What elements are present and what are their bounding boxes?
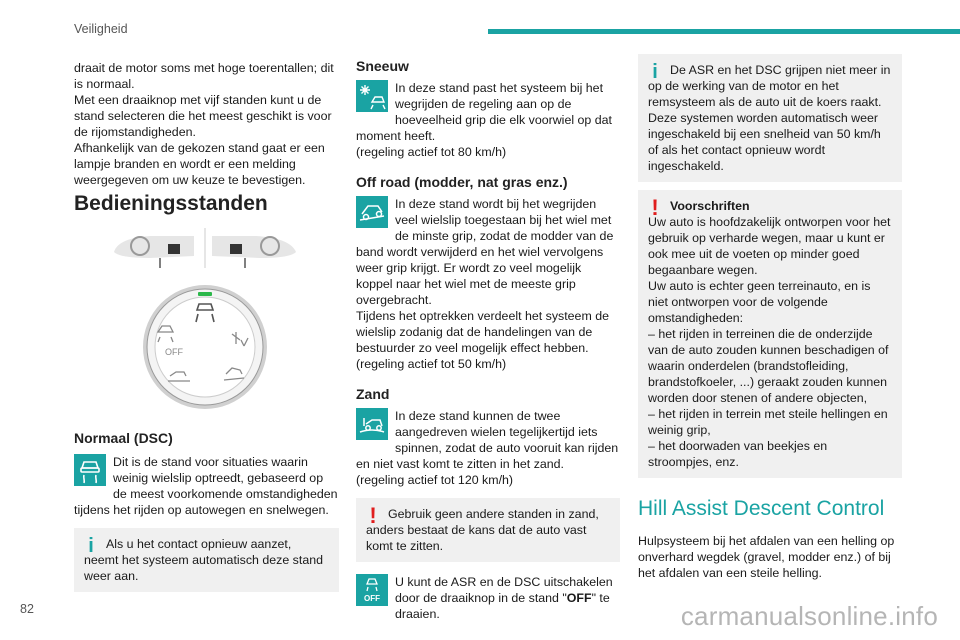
header-accent-bar — [488, 29, 960, 34]
asr-info-note — [638, 54, 902, 182]
zand-warning-text: Gebruik geen andere standen in zand, anders bestaat de kans dat de auto vast komt te zitten. — [366, 507, 599, 553]
normaal-text: Dit is de stand voor situaties waarin weinig wielslip optreedt, gebaseerd op de meest voorkomende omstandigheden tijdens het rijden op autowegen en snelwegen. — [74, 455, 338, 517]
exclamation-icon: ! — [369, 503, 377, 528]
exclamation-icon: ! — [651, 195, 659, 220]
page-number: 82 — [20, 602, 34, 616]
heading-zand: Zand — [356, 386, 390, 402]
sneeuw-section — [356, 58, 620, 622]
heading-bedieningsstanden: Bedieningsstanden — [74, 192, 268, 215]
info-note — [74, 528, 339, 592]
info-icon: i — [652, 61, 658, 83]
heading-offroad: Off road (modder, nat gras enz.) — [356, 174, 568, 190]
mode-selector-knob — [140, 282, 270, 412]
info-note-text: Als u het contact opnieuw aanzet, neemt het systeem automatisch deze stand weer aan. — [84, 537, 323, 583]
off-text — [356, 574, 620, 622]
offroad-text: In deze stand wordt bij het wegrijden veel wielslip toegestaan bij het wiel met de minste grip, zodat de modder van de band wordt verwijderd en het wiel vervolgens weer grip krijgt. Er wordt zo veel mogelijk koppel naar het wiel met de meeste grip overgebracht. Tijdens het optrekken verdeelt het systeem de wielslip zodanig dat de handelingen van de bestuurder zo veel mogelijk effect hebben. (regeling actief tot 50 km/h) — [356, 197, 614, 371]
voorschriften-title: Voorschriften — [670, 199, 750, 213]
heading-hill-assist: Hill Assist Descent Control — [638, 497, 885, 520]
off-block — [356, 574, 620, 622]
off-text-post: " te draaien. — [395, 591, 610, 621]
sneeuw-text: In deze stand past het systeem bij het wegrijden de regeling aan op de hoeveelheid grip die elk voorwiel op dat moment heeft. (regeling actief tot 80 km/h) — [356, 81, 612, 159]
offroad-mode-icon — [356, 196, 388, 228]
heading-sneeuw: Sneeuw — [356, 58, 409, 74]
info-icon: i — [88, 535, 94, 557]
hill-assist-text: Hulpsysteem bij het afdalen van een helling op onverhard wegdek (gravel, modder enz.) of bij het afdalen van een steile helling. — [638, 534, 895, 580]
off-text-pre: U kunt de ASR en de DSC uitschakelen door de draaiknop in de stand " — [395, 575, 613, 605]
section-header: Veiligheid — [74, 22, 128, 36]
dsc-off-icon — [356, 574, 388, 606]
normaal-block — [74, 454, 339, 518]
zand-warning-note — [356, 498, 620, 562]
snow-mode-icon — [356, 80, 388, 112]
column-3-content — [638, 54, 902, 581]
off-text-bold: OFF — [566, 591, 592, 605]
heading-normaal: Normaal (DSC) — [74, 430, 173, 446]
voorschriften-text: Uw auto is hoofdzakelijk ontworpen voor het gebruik op verharde wegen, maar u kunt er ook mee uit de voeten op minder goed begaanbare wegen. Uw auto is echter geen terreinauto, en is niet ontworpen voor de volgende omstandigheden: – het rijden in terreinen die de onderzijde van de auto zouden kunnen beschadigen of waarin onderdelen (brandstofleiding, brandstofkoeler, ...) geraakt zouden kunnen worden door stenen of andere objecten, – het rijden in terrein met steile hellingen en weinig grip, – het doorwaden van beekjes en stroompjes, enz. — [648, 215, 891, 469]
watermark: carmanualsonline.info — [680, 601, 938, 631]
knob-off-label: OFF — [165, 347, 183, 357]
offroad-block — [356, 196, 620, 372]
sand-mode-icon — [356, 408, 388, 440]
normaal-section — [74, 430, 339, 592]
off-icon-label: OFF — [364, 594, 380, 603]
dsc-mode-icon — [74, 454, 106, 486]
asr-info-text: De ASR en het DSC grijpen niet meer in op de werking van de motor en het remsysteem als de auto uit de koers raakt. Deze systemen worden automatisch weer ingeschakeld bij een snelheid van 50 km/h of als het contact opnieuw wordt ingeschakeld. — [648, 63, 891, 173]
zand-text: In deze stand kunnen de twee aangedreven wielen tegelijkertijd iets spinnen, zodat de auto vooruit kan rijden en niet vast komt te zitten in het zand. (regeling actief tot 120 km/h) — [356, 409, 619, 487]
zand-block — [356, 408, 620, 488]
sneeuw-block — [356, 80, 620, 160]
dashboard-lights-illustration — [110, 224, 300, 272]
intro-paragraph: draait de motor soms met hoge toerentallen; dit is normaal. Met een draaiknop met vijf standen kunt u de stand selecteren die het meest geschikt is voor de rijomstandigheden. Afhankelijk van de gekozen stand gaat er een lampje branden en wordt er een melding weergegeven om uw keuze te bevestigen. — [74, 61, 334, 187]
voorschriften-warning-note — [638, 190, 902, 478]
